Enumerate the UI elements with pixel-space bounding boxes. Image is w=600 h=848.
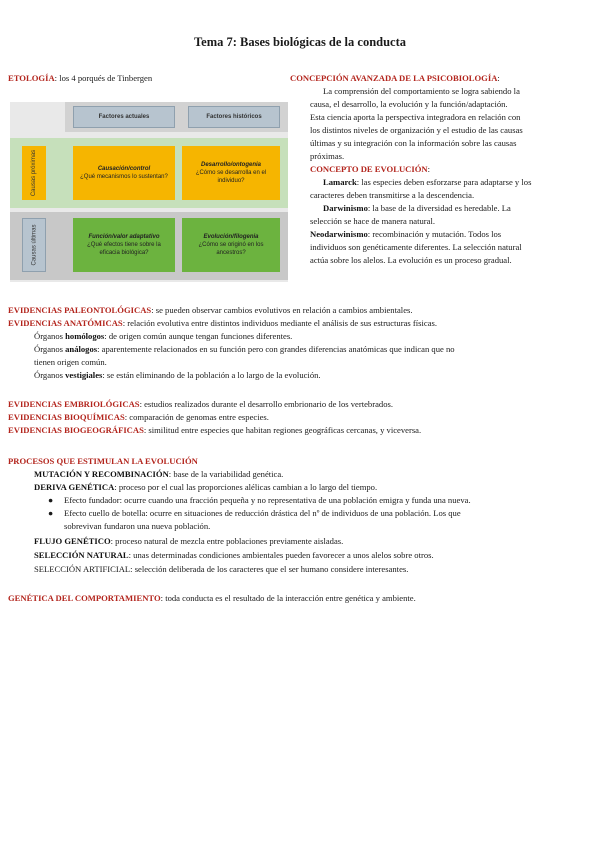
procesos-heading: PROCESOS QUE ESTIMULAN LA EVOLUCIÓN <box>8 456 198 466</box>
evolucion-heading: CONCEPTO DE EVOLUCIÓN: <box>310 164 431 174</box>
row-label-causas-ultimas: Causas últimas <box>22 218 46 272</box>
concepcion-line-2: causa, el desarrollo, la evolución y la función/adaptación. <box>310 99 508 109</box>
concepcion-line-4: los distintos niveles de organización y el estudio de las causas <box>310 125 523 135</box>
cell-funcion: Función/valor adaptativo ¿Qué efectos tiene sobre la eficacia biológica? <box>73 218 175 272</box>
evidencias-emb: EVIDENCIAS EMBRIOLÓGICAS: estudios realizados durante el desarrollo embrionario de los vertebrados. <box>8 399 393 409</box>
organos-analogos-cont: tienen origen común. <box>34 357 107 367</box>
darwin-line-1: Darwinismo: la base de la diversidad es heredable. La <box>323 203 511 213</box>
row-label-causas-proximas: Causas próximas <box>22 146 46 200</box>
cell-desarrollo: Desarrollo/ontogenia ¿Cómo se desarrolla en el individuo? <box>182 146 280 200</box>
header-factores-historicos: Factores históricos <box>188 106 280 128</box>
lamarck-line-1: Lamarck: las especies deben esforzarse para adaptarse y los <box>323 177 532 187</box>
bullet-efecto-fundador: ● Efecto fundador: ocurre cuando una fracción pequeña y no representativa de una población emigra y funda una nueva. <box>48 495 471 505</box>
tinbergen-diagram <box>10 102 288 282</box>
neo-line-2: individuos son genéticamente diferentes. La selección natural <box>310 242 522 252</box>
organos-homologos: Órganos homólogos: de origen común aunque tengan funciones diferentes. <box>34 331 293 341</box>
seleccion-artificial-line: SELECCIÓN ARTIFICIAL: selección deliberada de los caracteres que el ser humano considere interesantes. <box>34 564 409 574</box>
evidencias-paleo: EVIDENCIAS PALEONTOLÓGICAS: se pueden observar cambios evolutivos en relación a cambios ambientales. <box>8 305 413 315</box>
etologia-term: ETOLOGÍA <box>8 73 55 83</box>
mutacion-line: MUTACIÓN Y RECOMBINACIÓN: base de la variabilidad genética. <box>34 469 284 479</box>
evidencias-anat: EVIDENCIAS ANATÓMICAS: relación evolutiva entre distintos individuos mediante el análisis de sus estructuras físicas. <box>8 318 438 328</box>
concepcion-line-3: Esta ciencia aporta la perspectiva integradora en relación con <box>310 112 521 122</box>
bullet-cuello-botella: ● Efecto cuello de botella: ocurre en situaciones de reducción drástica del nº de individuos de una población. Los que <box>48 508 461 518</box>
concepcion-heading: CONCEPCIÓN AVANZADA DE LA PSICOBIOLOGÍA: <box>290 73 500 83</box>
neo-line-3: actúa sobre los alelos. La evolución es un proceso gradual. <box>310 255 512 265</box>
page-title: Tema 7: Bases biológicas de la conducta <box>193 35 407 49</box>
etologia-line: ETOLOGÍA: los 4 porqués de Tinbergen <box>8 73 153 83</box>
seleccion-natural-line: SELECCIÓN NATURAL: unas determinadas condiciones ambientales pueden favorecer a unos alelos sobre otros. <box>34 550 434 560</box>
concepcion-line-6: próximas. <box>310 151 345 161</box>
lamarck-line-2: caracteres deben transmitirse a la descendencia. <box>310 190 475 200</box>
organos-vestigiales: Órganos vestigiales: se están eliminando de la población a lo largo de la evolución. <box>34 370 321 380</box>
deriva-line: DERIVA GENÉTICA: proceso por el cual las proporciones alélicas cambian a lo largo del tiempo. <box>34 482 378 492</box>
header-factores-actuales: Factores actuales <box>73 106 175 128</box>
darwin-line-2: selección se hace de manera natural. <box>310 216 436 226</box>
neo-line-1: Neodarwinismo: recombinación y mutación. Todos los <box>310 229 502 239</box>
cell-evolucion: Evolución/filogenia ¿Cómo se originó en los ancestros? <box>182 218 280 272</box>
flujo-line: FLUJO GENÉTICO: proceso natural de mezcla entre poblaciones previamente aisladas. <box>34 536 344 546</box>
bullet-cuello-botella-cont: sobrevivan fundaron una nueva población. <box>64 521 211 531</box>
evidencias-bioq: EVIDENCIAS BIOQUÍMICAS: comparación de genomas entre especies. <box>8 412 269 422</box>
concepcion-line-5: últimas y su integración con la información sobre las causas <box>310 138 517 148</box>
concepcion-line-1: La comprensión del comportamiento se logra sabiendo la <box>323 86 520 96</box>
cell-causacion: Causación/control ¿Qué mecanismos lo sustentan? <box>73 146 175 200</box>
genetica-line: GENÉTICA DEL COMPORTAMIENTO: toda conducta es el resultado de la interacción entre genética y ambiente. <box>8 593 416 603</box>
organos-analogos: Órganos análogos: aparentemente relacionados en su función pero con grandes diferencias anatómicas que indican que no <box>34 344 455 354</box>
evidencias-biogeo: EVIDENCIAS BIOGEOGRÁFICAS: similitud entre especies que habitan regiones geográficas cercanas, y viceversa. <box>8 425 422 435</box>
